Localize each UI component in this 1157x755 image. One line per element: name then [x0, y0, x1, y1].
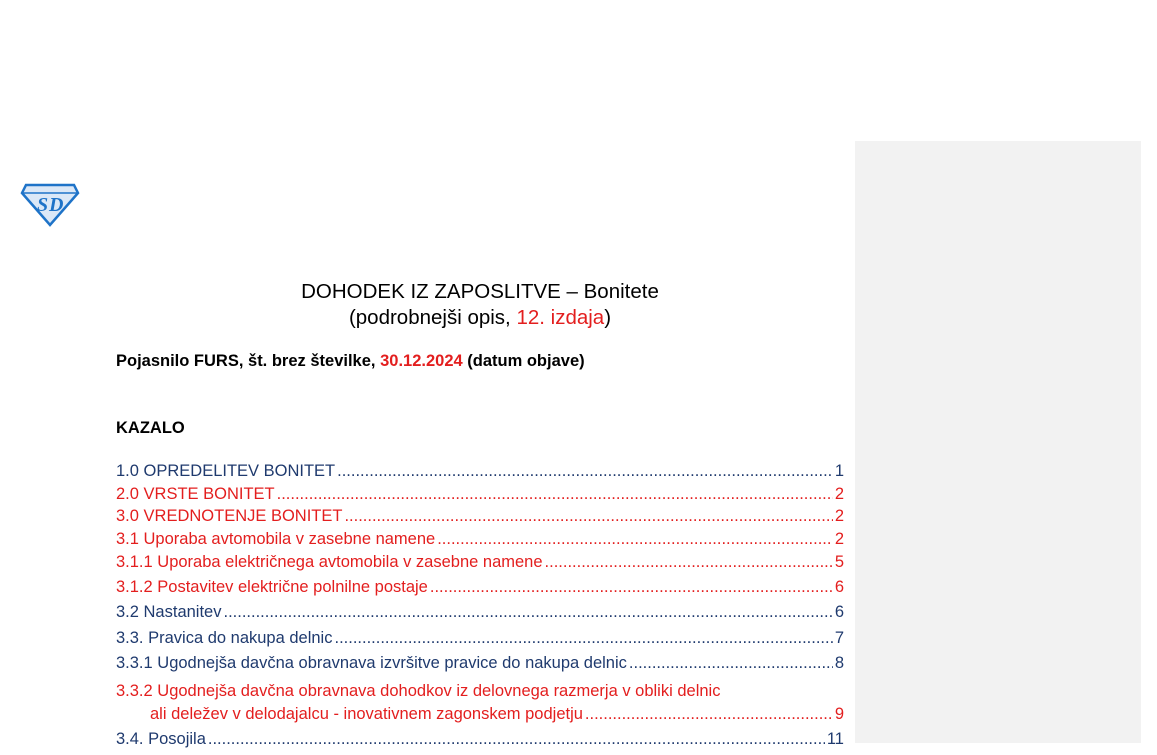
toc-entry-3-3-1[interactable] — [116, 654, 844, 679]
document-subtitle — [116, 352, 585, 371]
toc-label: 3.3.1 Ugodnejša davčna obravnava izvršitve pravice do nakupa delnic — [116, 653, 627, 672]
toc-entry-1-0[interactable] — [116, 462, 844, 485]
svg-text:D: D — [49, 194, 64, 216]
subtitle-post: (datum objave) — [462, 352, 585, 370]
toc-entry-3-0[interactable] — [116, 507, 844, 530]
toc-page: 9 — [834, 704, 844, 723]
svg-text:S: S — [37, 194, 49, 216]
toc-page: 11 — [826, 729, 844, 748]
toc-label: 3.3.2 Ugodnejša davčna obravnava dohodkov iz delovnega razmerja v obliki delnic — [116, 682, 721, 701]
title-line-1: DOHODEK IZ ZAPOSLITVE – Bonitete — [301, 280, 659, 303]
toc-page: 6 — [834, 603, 844, 622]
toc-heading: KAZALO — [116, 419, 185, 437]
subtitle-pre: Pojasnilo FURS, št. brez številke, — [116, 352, 381, 370]
title-line-2-post: ) — [604, 306, 612, 329]
table-of-contents — [116, 462, 844, 755]
sd-logo-icon — [20, 181, 80, 229]
toc-entry-3-1-1[interactable] — [116, 553, 844, 578]
publish-date: 30.12.2024 — [380, 352, 463, 370]
toc-entry-3-3-2-cont[interactable] — [116, 705, 844, 730]
page-title — [116, 279, 844, 331]
toc-page: 2 — [834, 484, 844, 503]
toc-page: 2 — [834, 507, 844, 526]
toc-page: 5 — [834, 552, 844, 571]
toc-entry-3-1-2[interactable] — [116, 578, 844, 603]
toc-label: 3.1 Uporaba avtomobila v zasebne namene — [116, 530, 436, 549]
toc-entry-3-4[interactable] — [116, 730, 844, 755]
toc-label: 3.0 VREDNOTENJE BONITET — [116, 507, 343, 526]
title-line-2 — [116, 305, 844, 331]
toc-entry-3-3-2[interactable] — [116, 679, 844, 704]
toc-page: 8 — [834, 653, 844, 672]
toc-label: 3.1.2 Postavitev električne polnilne postaje — [116, 578, 428, 597]
toc-label: 1.0 OPREDELITEV BONITET — [116, 462, 336, 480]
toc-label: 3.1.1 Uporaba električnega avtomobila v zasebne namene — [116, 552, 543, 571]
toc-entry-3-3[interactable] — [116, 629, 844, 654]
toc-page: 2 — [834, 530, 844, 549]
toc-page: 7 — [834, 628, 844, 647]
comments-sidebar — [855, 141, 1141, 743]
toc-label: 3.4. Posojila — [116, 729, 206, 748]
toc-entry-3-2[interactable] — [116, 603, 844, 628]
toc-label: 3.3. Pravica do nakupa delnic — [116, 628, 333, 647]
toc-entry-2-0[interactable] — [116, 485, 844, 508]
title-line-2-pre: (podrobnejši opis, — [348, 306, 517, 329]
toc-page: 6 — [834, 578, 844, 597]
toc-entry-3-1[interactable] — [116, 530, 844, 553]
toc-label: 3.2 Nastanitev — [116, 603, 222, 622]
toc-page: 1 — [834, 462, 844, 480]
edition-label: 12. izdaja — [516, 306, 605, 329]
toc-label-cont: ali deležev v delodajalcu - inovativnem zagonskem podjetju — [150, 704, 583, 723]
toc-label: 2.0 VRSTE BONITET — [116, 484, 275, 503]
